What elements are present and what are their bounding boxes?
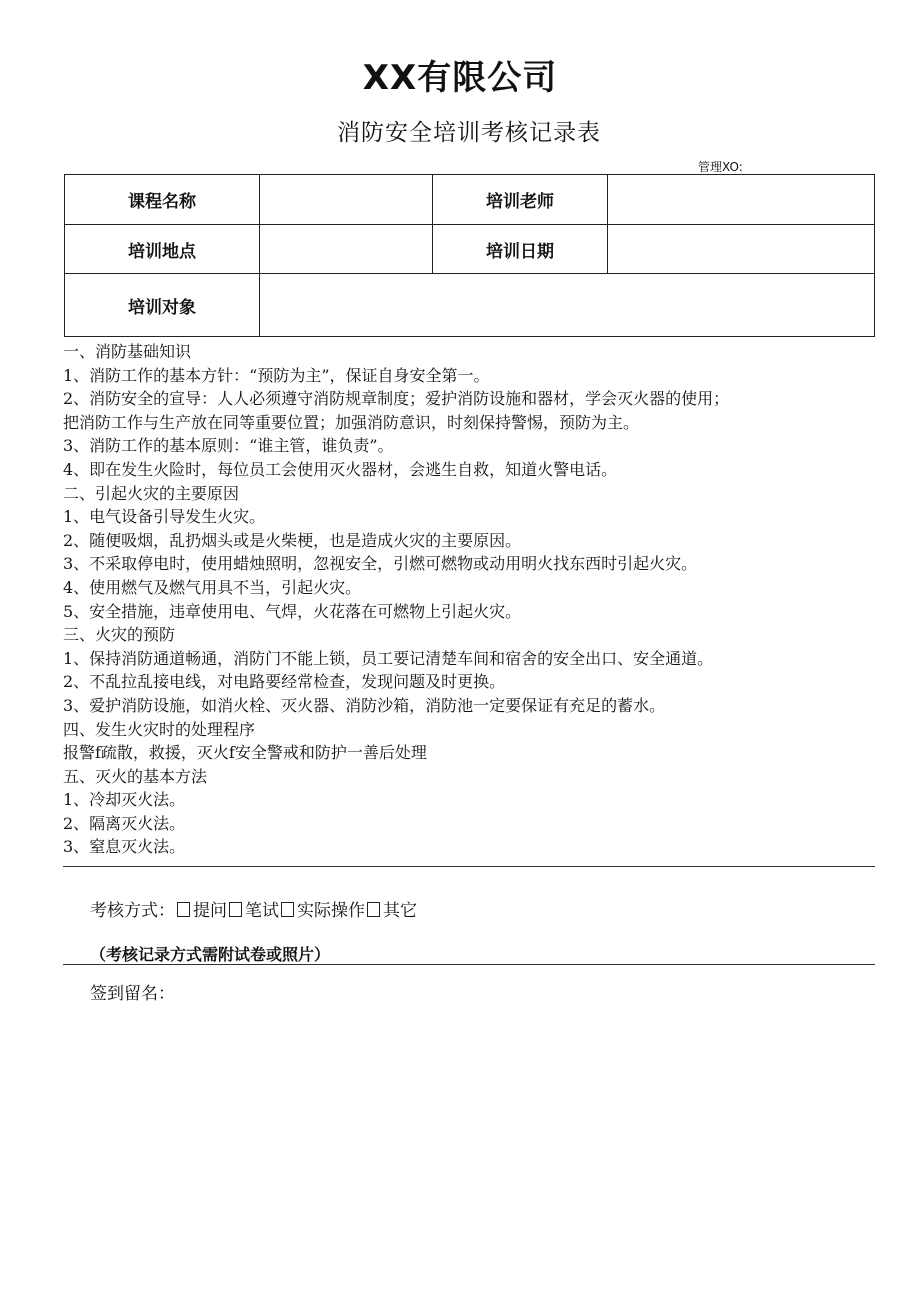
date-field[interactable] — [608, 225, 875, 274]
company-name: XX有限公司 — [362, 58, 558, 98]
content-line: 4、即在发生火险时，每位员工会使用灭火器材，会逃生自救，知道火警电话。 — [63, 459, 618, 479]
checkbox-written[interactable] — [229, 902, 242, 917]
assessment-method-label: 考核方式： — [90, 901, 175, 921]
content-line: 1、消防工作的基本方针：“预防为主”，保证自身安全第一。 — [63, 365, 490, 385]
training-content — [63, 340, 883, 859]
content-line: 4、使用燃气及燃气用具不当，引起火灾。 — [63, 577, 362, 597]
divider-top — [63, 866, 875, 867]
content-line: 1、电气设备引导发生火灾。 — [63, 507, 266, 527]
checkbox-other[interactable] — [367, 902, 380, 917]
date-label: 培训日期 — [433, 225, 608, 274]
trainer-label: 培训老师 — [433, 175, 608, 225]
content-line: 2、随便吸烟，乱扔烟头或是火柴梗，也是造成火灾的主要原因。 — [63, 530, 522, 550]
content-line: 3、爱护消防设施，如消火栓、灭火器、消防沙箱，消防池一定要保证有充足的蓄水。 — [63, 695, 666, 715]
management-number: 管理XO: — [698, 160, 743, 174]
content-line: 把消防工作与生产放在同等重要位置；加强消防意识，时刻保持警惕，预防为主。 — [63, 412, 640, 432]
content-line: 五、灭火的基本方法 — [63, 766, 208, 786]
content-line: 3、消防工作的基本原则：“谁主管，谁负责”。 — [63, 436, 394, 456]
location-field[interactable] — [260, 225, 433, 274]
content-line: 2、不乱拉乱接电线，对电路要经常检查，发现问题及时更换。 — [63, 672, 506, 692]
content-line: 5、安全措施，违章使用电、气焊，火花落在可燃物上引起火灾。 — [63, 601, 522, 621]
content-line: 3、窒息灭火法。 — [63, 837, 186, 857]
content-line: 二、引起火灾的主要原因 — [63, 483, 240, 503]
sign-in-label: 签到留名： — [90, 984, 175, 1004]
trainer-field[interactable] — [608, 175, 875, 225]
checkbox-oral[interactable] — [177, 902, 190, 917]
location-label: 培训地点 — [65, 225, 260, 274]
content-line: 一、消防基础知识 — [63, 342, 192, 361]
course-name-label: 课程名称 — [65, 175, 260, 225]
attachment-note: （考核记录方式需附试卷或照片） — [90, 945, 331, 964]
content-line: 2、隔离灭火法。 — [63, 813, 186, 833]
content-line: 1、冷却灭火法。 — [63, 790, 186, 810]
training-info-table — [64, 174, 875, 337]
option-other: 其它 — [383, 901, 417, 921]
content-line: 3、不采取停电时，使用蜡烛照明，忽视安全，引燃可燃物或动用明火找东西时引起火灾。 — [63, 554, 698, 574]
audience-label: 培训对象 — [65, 274, 260, 337]
content-line: 1、保持消防通道畅通，消防门不能上锁，员工要记清楚车间和宿舍的安全出口、安全通道。 — [63, 648, 714, 668]
content-line: 2、消防安全的宣导：人人必须遵守消防规章制度；爱护消防设施和器材，学会灭火器的使用； — [63, 389, 730, 409]
option-written: 笔试 — [245, 901, 279, 921]
audience-field[interactable] — [260, 274, 875, 337]
checkbox-practical[interactable] — [281, 902, 294, 917]
content-line: 报警f疏散，救援，灭火f安全警戒和防护一善后处理 — [63, 743, 427, 763]
option-practical: 实际操作 — [297, 901, 365, 921]
content-line: 三、火灾的预防 — [63, 625, 176, 645]
content-line: 四、发生火灾时的处理程序 — [63, 719, 256, 739]
option-oral: 提问 — [193, 901, 227, 921]
course-name-field[interactable] — [260, 175, 433, 225]
assessment-method — [90, 896, 417, 921]
divider-bottom — [63, 964, 875, 965]
form-title: 消防安全培训考核记录表 — [337, 120, 601, 146]
